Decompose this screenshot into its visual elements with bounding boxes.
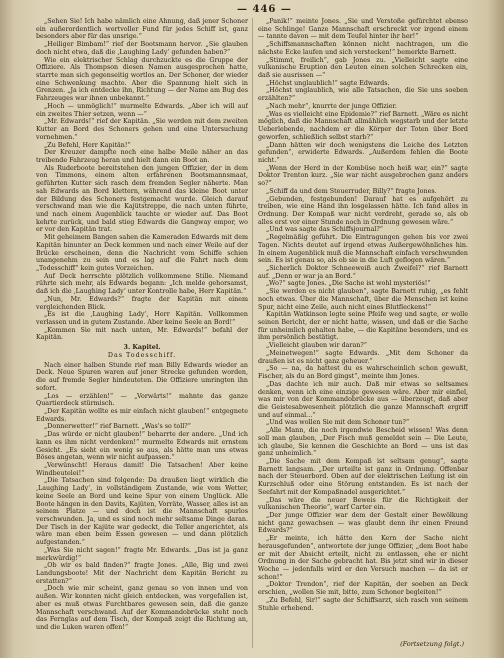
paragraph: „Schiffsmannschaften können nicht nachtragen, um die nächste Ecke laufen und sich verstecken!“ bemerkte Barnett.: [258, 41, 468, 56]
left-text-column: [36, 18, 248, 648]
paragraph: „Schiff da und dem Steuerruder, Billy?“ fragte Jones.: [266, 187, 437, 195]
continuation-note: (Fortsetzung folgt.): [400, 640, 464, 648]
page-edge-shadow-right: [488, 0, 504, 658]
paragraph: „Höchst unglaublich!“ sagte Edwards.: [266, 79, 390, 87]
paragraph: „Wenn der Herd in der Kombüse noch heiß war, ein?“ sagte Doktor Trenton kurz. „Sie war nicht ausgebrochen ganz anders so?“: [258, 164, 468, 188]
paragraph: „Die Sache mit dem Kompaß ist seltsam genug“, sagte Barnett langsam. „Der urteilte ist ganz in Ordnung. Offenbar nach der Steuerbord. Oben auf der elektrischen Leitung ist ein Kurzschluß oder eine Störung entstanden. Es ist nach der Seefahrt mit der Kompaßnadel ausgerichtet.“: [258, 457, 468, 496]
paragraph: „Meinetwegen!“ sagte Edwards. „Mit dem Schoner da draußen ist es nicht ganz geheuer.“: [258, 349, 468, 365]
paragraph: „Zu Befehl, Sir!“ sagte der Schiffsarzt, sich rasch von seinem Stuhle erhebend.: [258, 596, 468, 612]
paragraph: „Nun, Mr. Edwards?“ fragte der Kapitän mit einem vergleichenden Blick.: [36, 295, 248, 311]
paragraph: „Ob wir es bald finden?“ fragte Jones. „Alle, Big und zwei Landungsboote! Mit der Nachricht dem Kapitän Bericht zu erstatten?“: [36, 562, 248, 585]
paragraph: „Das wäre die neuer Beweis für die Richtigkeit der vulkanischen Theorie“, warf Carter ein.: [258, 496, 468, 512]
paragraph: „Der Kapitän wollte es mir einfach nicht glauben!“ entgegnete Edwards.: [36, 407, 248, 423]
paragraph: Als Ruderboote bereitstehen den jungen Offizier, der in dem von Timmons, einem alten erfahrenen Bootsmannsmaat, geführten Kutter sich rasch dem fremden Segler näherte. Man sah Edwards an Bord klettern, während das kleine Boot unter der Bildung des Schoners festgemacht wurde. Gleich darauf verschwand man wie die Kajütstreppe, die nach unten führte, und nach einem Augenblick tauchte er wieder auf. Das Boot kehrte zurück, und bald stieg Edwards die Gangway empor, wo er vor den Kapitän trat.: [36, 164, 248, 234]
paragraph: Mit geheimem Bangen sahen die Kameraden Edwards mit dem Kapitän hinunter an Deck kommen und nach einer Weile auf der Brücke erscheinen, denn die Nachricht vom Schiffe schien unangenehm zu sein und es lag auf die Fahrt nach dem „Todesschiff“ kein gutes Vorzeichen.: [36, 234, 248, 272]
paragraph: „Hoch — unmöglich!“ murmelte Edwards. „Aber ich will auf ein zweites Thier setzen, wenn —“: [36, 102, 248, 118]
column-divider: [252, 18, 253, 648]
paragraph: Wie ein elektrischer Schlag durchzuckte es die Gruppe der Offiziere. Als Thompson diesen Namen ausgesprochen hatte, starrte man sich gegenseitig wortlos an. Der Schoner, der wieder eine Schwenkung machte. Aber die Spannung hielt sich in Grenzen. „Ja ich entdecke ihn, Richtung — der Name am Bug des Fahrzeuges war ihnen unbekannt.“: [36, 56, 248, 103]
paragraph: „Der junge Offizier war dem der Gestalt einer Bewölkung nicht ganz gewachsen — was glaubt denn ihr einen Freund Edwards?“: [258, 512, 468, 535]
paragraph: „Das dachte ich mir auch. Daß mir etwas so seltsames denken, wenn ich eine einzige gewesen wäre. Aber mir einfiel, was mir von der Kommandobrücke aus — überzeugt, daß aber die Geistesabwesenheit plötzlich die ganze Mannschaft ergriff und auf einmal...“: [258, 380, 468, 419]
paragraph: „Doch wie mir scheint, ganz genau so von innen und von außen. Wir konnten nicht gleich entdecken, was vorgefallen ist, aber es muß etwas Furchtbares gewesen sein, daß die ganze Mannschaft verschwand. Auf der Kommandobrücke steht noch das Fernglas auf dem Tisch, der Kompaß zeigt die Richtung an, und die Luken waren offen!“: [36, 585, 248, 632]
paragraph: „Was Sie nicht sagen!“ fragte Mr. Edwards. „Das ist ja ganz merkwürdig!“: [36, 546, 248, 562]
paragraph: „Das würde er nicht glauben!“ beharrte der andere. „Und ich kann es ihm nicht verdenken!“ murmelte Edwards mit ernstem Gesicht. „Es sieht ein wenig so aus, als hätte man uns etwas Böses angetan, wenn wir nicht aufpassen.“: [36, 431, 248, 462]
paragraph: „Nach mehr“, knurrte der junge Offizier.: [266, 102, 397, 110]
paragraph: „Und was sagte das Schiffsjournal?“: [266, 226, 384, 234]
paragraph: „Stimmt, freilich“, gab Jones zu. „Vielleicht sagte eine vulkanische Eruption den Leuten einen solchen Schrecken ein, daß sie ausrissen —“: [258, 56, 468, 80]
paragraph: „Kommen Sie mit nach unten, Mr. Edwards!“ befahl der Kapitän.: [36, 326, 248, 342]
paragraph: „Zu Befehl, Herr Kapitän!“: [44, 141, 131, 149]
paragraph: „Sicherlich Doktor Schneeweiß auch Zweifel?“ rief Barnett auf. „Denn er war ja an Bord.“: [258, 265, 468, 280]
paragraph: Nach einer halben Stunde rief man Billy Edwards wieder an Deck. Neue Spuren waren auf jener Strecke gefunden worden, die auf fremde Segler hindeuteten. Die Offiziere umringten ihn sofort.: [36, 361, 248, 392]
page-header: [0, 4, 504, 18]
paragraph: „Alle Mann, die noch irgendwie Bescheid wissen! Was denn soll man glauben, „Der Fisch muß gemeldet sein — Die Leute, ich glaube, Sie kennen die Geschichte an Bord — uns ist das ganz unheimlich.“: [258, 427, 468, 458]
paragraph: „Vielleicht glauben wir daran?“: [266, 342, 368, 350]
paragraph: „Wo?“ sagte Jones. „Die Sache ist wohl mysteriös!“: [266, 280, 431, 288]
paragraph: „Donnerwetter!“ rief Barnett. „Was's so toll?“: [44, 423, 191, 431]
paragraph: „Er meinte, ich hätte den Kern der Sache nicht herausgefunden“, antwortete der junge Offizier, „dem Boot habe er mit der Absicht erteilt, nicht zu entlassen, ehe er nicht Ordnung in der Sache gebracht hat. Bis jetzt sind wir in dieser Woche — jedenfalls wird er den Versuch machen — da ist er schon!“: [258, 535, 468, 581]
paragraph: Auf Deck herrschte plötzlich vollkommene Stille. Niemand rührte sich mehr, als Edwards begann: „Ich melde gehorsamst, daß ich die ‚Laughing Lady‘ unter Kontrolle habe, Herr Kapitän.“: [36, 272, 248, 296]
paragraph: „Und was wollen Sie mit dem Schoner tun?“: [266, 419, 410, 427]
paragraph: „Was es vielleicht eine Epidemie?“ rief Barnett. „Wäre es nicht möglich, daß die Mannschaft allmählich wegstarb und der letzte Ueberlebende, nachdem er die Körper der Toten über Bord geworfen, schließlich selbst starb?“: [258, 110, 468, 141]
paragraph: „Heiliger Bimbam!“ rief der Bootsmann hervor. „Sie glauben doch nicht etwa, daß die ‚Laughing Lady‘ gefunden haben?“: [36, 41, 248, 56]
chapter-subtitle: Das Todesschiff.: [107, 351, 177, 359]
page-edge-shadow-left: [0, 0, 14, 658]
right-text-column: [258, 18, 468, 638]
paragraph: „Gebunden, festgebunden! Darauf hat es aufgehört zu treiben, wie eine Hand ihn losgelassen hätte. Ich fand alles in Ordnung. Der Kompaß war nicht verdreht, gerade so, als ob alles erst vor einer Stunde noch in Ordnung gewesen wäre.“: [258, 195, 468, 226]
paragraph: „Regelmäßig geführt. Die Eintragungen gehen bis vor zwei Tagen. Nichts deutet auf irgend etwas Außergewöhnliches hin. In einem Augenblick muß die Mannschaft einfach verschwunden sein. Es ist genau so, als ob sie in die Luft geflogen wären.“: [258, 234, 468, 265]
paragraph: „Dann hätten wir doch wenigstens die Leiche des Letzten gefunden“, erwiderte Edwards. „Außerdem fehlen die Boote nicht.“: [258, 141, 468, 164]
chapter-title: 3. Kapitel.: [123, 344, 161, 352]
paragraph: „Doktor Trendon“, rief der Kapitän, der soeben an Deck erschien, „wollen Sie mit, bitte, zum Schoner begleiten!“: [258, 581, 468, 597]
paragraph: Kapitän Watkinson legte seine Pfeife weg und sagte, er wolle seinen Bericht, der er nicht hatte, wissen, und daß er die Sache für unheimlich gehalten habe, — die Kapitäne besonders, und es ihm persönlich bestätigt.: [258, 311, 468, 342]
paragraph: „So — na, da hattest du es wahrscheinlich schon gewußt, Fischer, als du an Bord gingst“, meinte ihm Jones.: [258, 365, 468, 381]
paragraph: „Höchst unglaublich, wie alle Tatsachen, die Sie uns soeben erzählten?“: [258, 87, 468, 103]
paragraph: „Es ist die ‚Laughing Lady‘, Herr Kapitän. Vollkommen verlassen und in gutem Zustande. Aber keine Seele an Bord!“: [36, 311, 248, 327]
paragraph: „Los — erzählen!“ — „Vorwärts!“ mahnte das ganze Quartierdeck stürmisch.: [36, 392, 248, 408]
paragraph: „Mr. Edwards!“ rief der Kapitän. „Sie werden mit dem zweiten Kutter an Bord des Schoners gehen und eine Untersuchung vornehmen.“: [36, 118, 248, 141]
paragraph: „Die Tatsachen sind folgende: Da draußen liegt wirklich die ‚Laughing Lady‘, in vollständigem Zustande, wie vom Wetter, keine Seele an Bord und keine Spur von einem Unglück. Alle Boote hängen in den Davits, Kajüten, Vorräte, Wasser, alles ist an seinem Platze — und doch ist die Mannschaft spurlos verschwunden. Ja, und es sind noch mehr seltsame Dinge daran. Der Tisch in der Kajüte war gedeckt, die Teller angerichtet, als wäre man eben beim Essen gewesen — und dann plötzlich aufgestanden.“: [36, 477, 248, 547]
page-number: — 446 —: [237, 4, 292, 15]
paragraph: „Verwünscht! Heraus damit! Die Tatsachen! Aber keine Windbeutelei!“: [36, 461, 248, 477]
paragraph: „Panik!“ meinte Jones. „Sie und Verstoße gefürchtet ebenso eine Schlinge! Ganze Mannschaft erschreckt vor irgend einem — tannte davon — mit dem Teufel hinter ihr her!“: [258, 18, 468, 41]
paragraph: „Sie werden es nicht glauben“, sagte Barnett ruhig, „es fehlt noch etwas. Über die Mannschaft, über die Menschen ist keine Spur, nicht eine Zeile, auch nicht eines Blutfleckens!“: [258, 288, 468, 311]
paragraph: „Sehen Sie! Ich habe nämlich eine Ahnung, daß jener Schoner ein außerordentlich wertvoller Fund für jedes Schiff ist, ganz besonders aber für das unsrige.“: [36, 18, 248, 41]
paragraph: Der Kreuzer dampfte noch eine halbe Meile näher an das treibende Fahrzeug heran und hielt dann ein Boot an.: [36, 149, 248, 164]
